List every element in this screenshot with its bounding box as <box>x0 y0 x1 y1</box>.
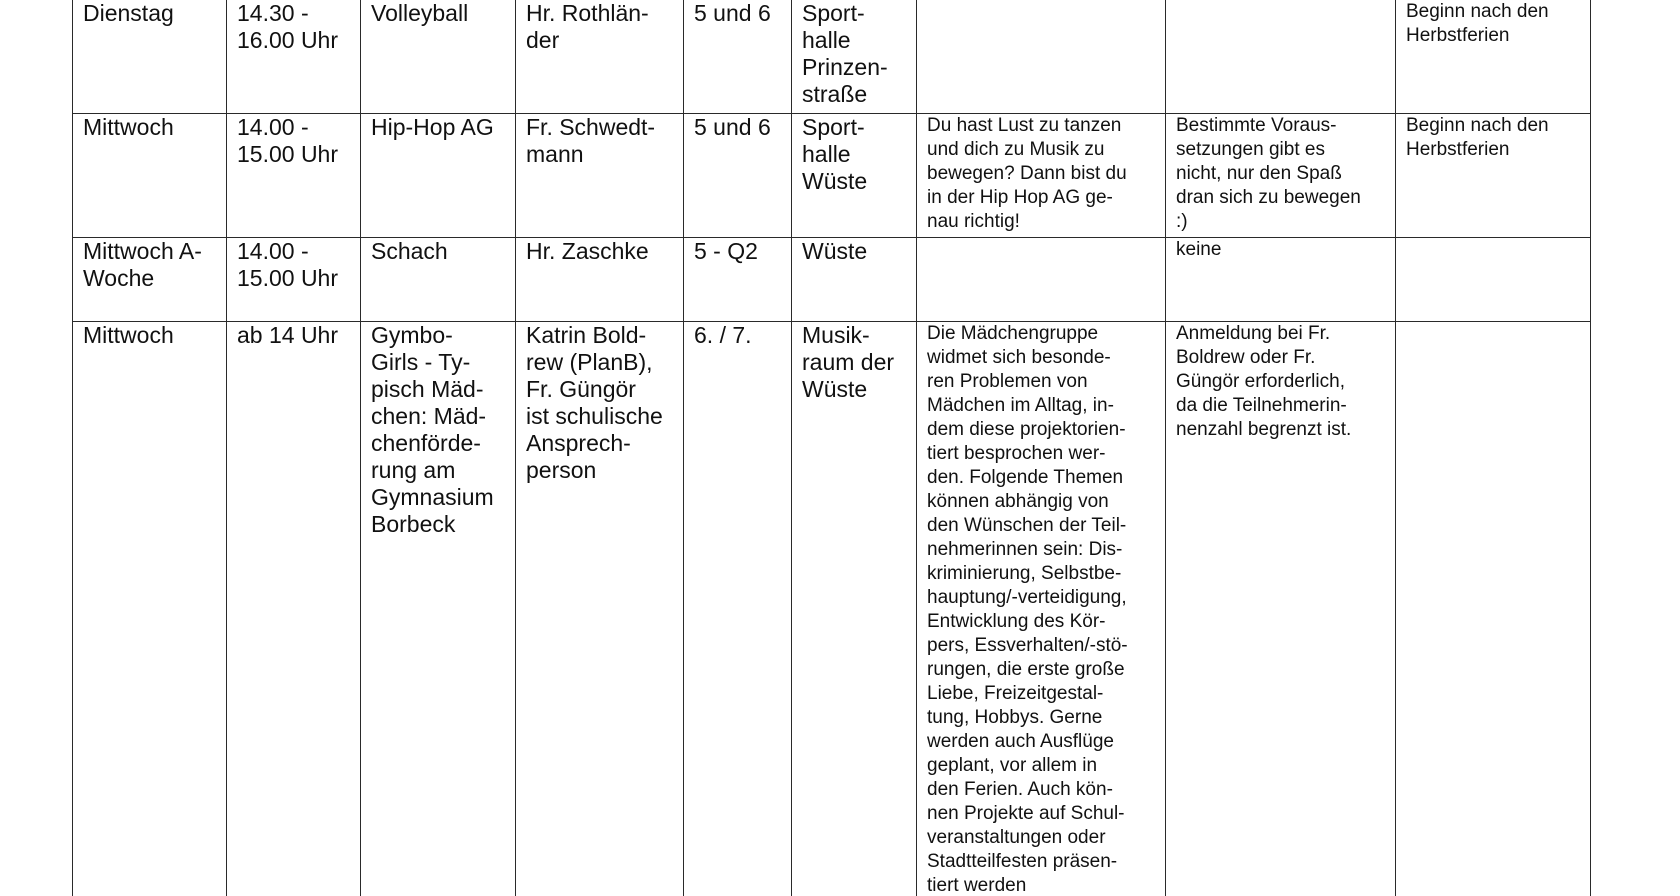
requirements-cell: Anmeldung bei Fr. Boldrew oder Fr. Güngör erforderlich, da die Teilnehmerin- nenzahl begrenzt ist. <box>1166 322 1396 896</box>
day-cell: Dienstag <box>73 0 227 114</box>
table-row <box>73 114 1591 238</box>
grades-cell: 5 und 6 <box>684 114 792 238</box>
requirements-cell: keine <box>1166 238 1396 322</box>
day-cell: Mittwoch <box>73 322 227 896</box>
teacher-cell: Hr. Rothlän- der <box>516 0 684 114</box>
time-cell: 14.30 - 16.00 Uhr <box>227 0 361 114</box>
day-cell: Mittwoch A- Woche <box>73 238 227 322</box>
grades-cell: 5 und 6 <box>684 0 792 114</box>
requirements-cell <box>1166 0 1396 114</box>
teacher-cell: Katrin Bold- rew (PlanB), Fr. Güngör ist schulische Ansprech- person <box>516 322 684 896</box>
teacher-cell: Fr. Schwedt- mann <box>516 114 684 238</box>
time-cell: ab 14 Uhr <box>227 322 361 896</box>
description-cell <box>917 0 1166 114</box>
description-cell: Du hast Lust zu tanzen und dich zu Musik zu bewegen? Dann bist du in der Hip Hop AG ge- nau richtig! <box>917 114 1166 238</box>
description-cell: Die Mädchengruppe widmet sich besonde- ren Problemen von Mädchen im Alltag, in- dem diese projektorien- tiert besprochen wer- den. Folgende Themen können abhängig von den Wünschen der Teil- nehmerinnen sein: Dis- kriminierung, Selbstbe- hauptung/-verteidigung, Entwicklung des Kör- pers, Essverhalten/-stö- rungen, die erste große Liebe, Freizeitgestal- tung, Hobbys. Gerne werden auch Ausflüge geplant, vor allem in den Ferien. Auch kön- nen Projekte auf Schul- veranstaltungen oder Stadtteilfesten präsen- tiert werden <box>917 322 1166 896</box>
activity-cell: Schach <box>361 238 516 322</box>
day-cell: Mittwoch <box>73 114 227 238</box>
location-cell: Sport- halle Prinzen- straße <box>792 0 917 114</box>
time-cell: 14.00 - 15.00 Uhr <box>227 114 361 238</box>
location-cell: Musik- raum der Wüste <box>792 322 917 896</box>
notes-cell <box>1396 322 1591 896</box>
activity-cell: Hip-Hop AG <box>361 114 516 238</box>
notes-cell: Beginn nach den Herbstferien <box>1396 0 1591 114</box>
grades-cell: 5 - Q2 <box>684 238 792 322</box>
notes-cell <box>1396 238 1591 322</box>
teacher-cell: Hr. Zaschke <box>516 238 684 322</box>
notes-cell: Beginn nach den Herbstferien <box>1396 114 1591 238</box>
time-cell: 14.00 - 15.00 Uhr <box>227 238 361 322</box>
table-row <box>73 238 1591 322</box>
grades-cell: 6. / 7. <box>684 322 792 896</box>
description-cell <box>917 238 1166 322</box>
ag-schedule-table <box>72 0 1591 896</box>
requirements-cell: Bestimmte Voraus- setzungen gibt es nicht, nur den Spaß dran sich zu bewegen :) <box>1166 114 1396 238</box>
location-cell: Wüste <box>792 238 917 322</box>
activity-cell: Volleyball <box>361 0 516 114</box>
table-row <box>73 322 1591 896</box>
location-cell: Sport- halle Wüste <box>792 114 917 238</box>
table-row <box>73 0 1591 114</box>
activity-cell: Gymbo- Girls - Ty- pisch Mäd- chen: Mäd- chenförde- rung am Gymnasium Borbeck <box>361 322 516 896</box>
